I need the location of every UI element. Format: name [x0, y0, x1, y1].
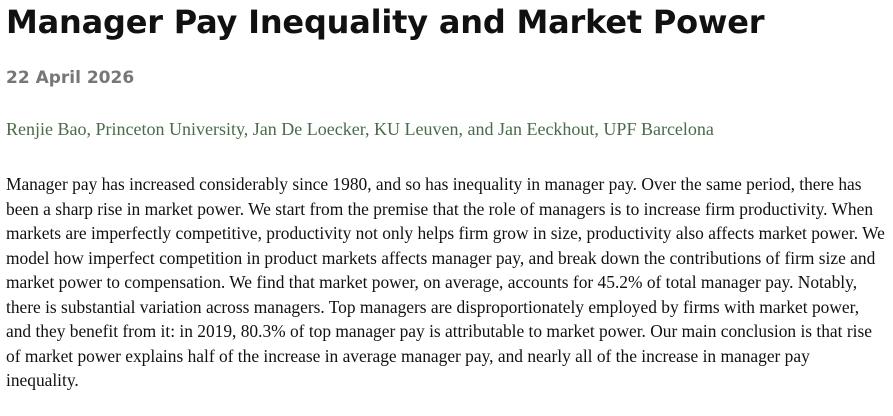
article-title: Manager Pay Inequality and Market Power [6, 3, 765, 41]
publication-date: 22 April 2026 [6, 68, 135, 88]
abstract-text: Manager pay has increased considerably since 1980, and so has inequality in manager pay. Over the same period, there has been a sharp rise in market power. We start from the premise that the role of managers is to increase firm productivity. When markets are imperfectly competitive, productivity not only helps firm grow in size, productivity also affects market power. We model how imperfect competition in product markets affects manager pay, and break down the contributions of firm size and market power to compensation. We find that market power, on average, accounts for 45.2% of total manager pay. Notably, there is substantial variation across managers. Top managers are disproportionately employed by firms with market power, and they benefit from it: in 2019, 80.3% of top manager pay is attributable to market power. Our main conclusion is that rise of market power explains half of the increase in average manager pay, and nearly all of the increase in manager pay inequality. [6, 174, 885, 390]
author-list: Renjie Bao, Princeton University, Jan De Loecker, KU Leuven, and Jan Eeckhout, UPF Barcelona [6, 119, 714, 139]
